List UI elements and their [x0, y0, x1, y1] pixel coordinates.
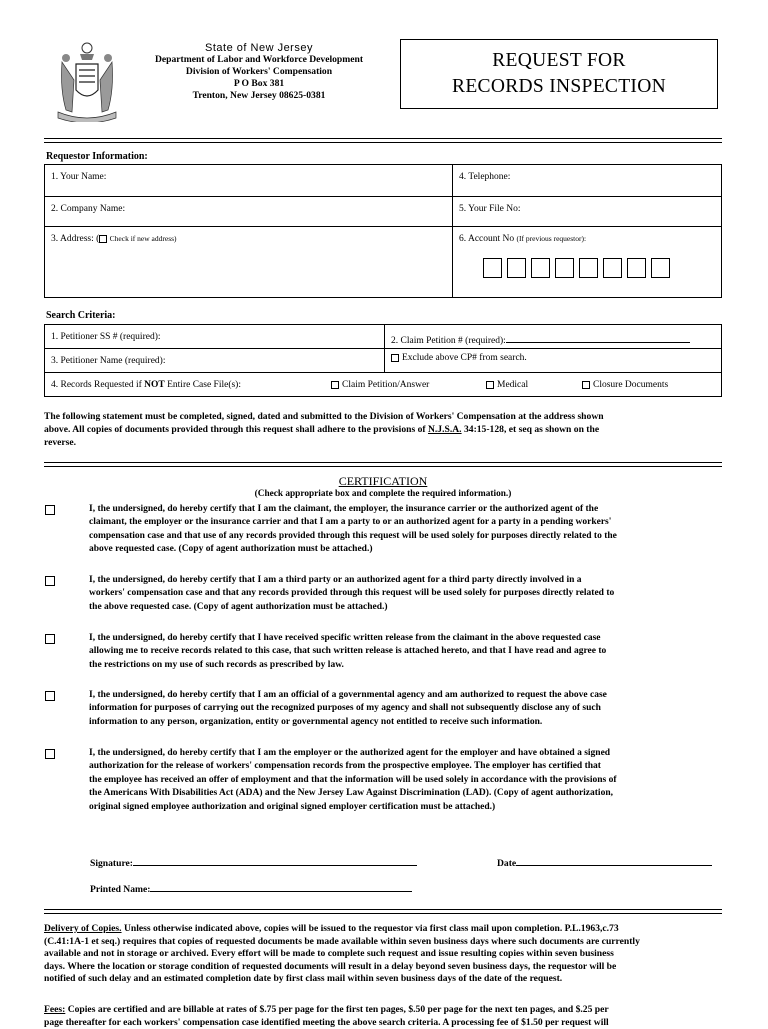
certification-text-line: the Americans With Disabilities Act (ADA) and the New Jersey Law Against Discrimination (LAD). (Copy of agent authorization,: [89, 788, 613, 799]
closure-checkbox[interactable]: [582, 381, 590, 389]
account-digit-box[interactable]: [627, 258, 646, 278]
certification-checkbox[interactable]: [45, 691, 55, 701]
city-line: Trenton, New Jersey 08625-0381: [192, 90, 326, 101]
delivery-paragraph: Delivery of Copies. Unless otherwise indicated above, copies will be issued to the requestor via first class mail upon completion. P.L.1963,c.73 (C.41:1A-1 et seq.) requires that copies of requested documents be made available within seven business days where such documents are currently available and not in storage or archived. Every effort will be made to complete such request and issue resulting copies within seven business days. Where the location or storage condition of requested documents will result in a delay beyond seven business days, the requestor will be notified of such delay and an estimated completion date by first class mail within seven business days of the date of the request.: [44, 923, 640, 984]
certification-text-line: authorization for the release of workers' compensation records from the prospective employee. The employer has certified that: [89, 761, 601, 772]
account-digit-box[interactable]: [531, 258, 550, 278]
claim-petition-checkbox[interactable]: [331, 381, 339, 389]
medical-checkbox[interactable]: [486, 381, 494, 389]
statement-paragraph: The following statement must be completed, signed, dated and submitted to the Division of Workers' Compensation at the address shown above. All copies of documents provided through this request shall adhere to the provisions of N.J.S.A. 34:15-128, et seq as shown on the reverse.: [44, 411, 604, 448]
file-no-field[interactable]: 5. Your File No:: [453, 197, 722, 227]
certification-text-line: compensation case and that use of any records provided through this request will be used solely for purposes directly related to the: [89, 530, 617, 541]
certification-text-line: the employee has received an offer of employment and that the information will be used solely in accordance with the provisions of: [89, 774, 617, 785]
certification-text-line: the above requested case. (Copy of agent authorization must be attached.): [89, 601, 388, 612]
footer-divider: [44, 909, 722, 914]
search-section-label: Search Criteria:: [46, 310, 116, 321]
company-name-field[interactable]: 2. Company Name:: [45, 197, 453, 227]
exclude-cp-option[interactable]: Exclude above CP# from search.: [385, 349, 722, 373]
certification-text: [89, 503, 765, 557]
title-line-2: RECORDS INSPECTION: [452, 76, 666, 97]
state-name: State of New Jersey: [205, 42, 313, 54]
petitioner-name-field[interactable]: 3. Petitioner Name (required):: [45, 349, 385, 373]
po-box: P O Box 381: [233, 78, 285, 89]
petitioner-ss-field[interactable]: 1. Petitioner SS # (required):: [45, 325, 385, 349]
certification-checkbox[interactable]: [45, 505, 55, 515]
certification-divider: [44, 462, 722, 467]
certification-checkbox[interactable]: [45, 749, 55, 759]
certification-text: [89, 689, 765, 729]
address-field[interactable]: 3. Address: ( Check if new address): [45, 227, 453, 298]
account-digit-box[interactable]: [507, 258, 526, 278]
certification-text-line: workers' compensation case and that any records provided through this request will be used solely for purposes directly related to: [89, 588, 615, 599]
account-digit-box[interactable]: [579, 258, 598, 278]
exclude-checkbox[interactable]: [391, 354, 399, 362]
account-number-boxes[interactable]: [483, 258, 721, 278]
new-address-checkbox[interactable]: [99, 235, 107, 243]
requestor-table: [44, 164, 722, 298]
account-digit-box[interactable]: [555, 258, 574, 278]
state-seal-icon: [52, 40, 122, 122]
signature-underline: [133, 855, 417, 866]
certification-checkbox[interactable]: [45, 634, 55, 644]
fees-paragraph: Fees: Copies are certified and are billable at rates of $.75 per page for the first ten pages, $.50 per page for the next ten pages, and $.25 per page thereafter for each workers' compensation case identified meeting the above search criteria. A processing fee of $1.50 per request will: [44, 1004, 609, 1028]
certification-subtitle: (Check appropriate box and complete the required information.): [254, 489, 512, 499]
certification-text-line: the restrictions on my use of such records as prescribed by law.: [89, 659, 344, 670]
date-line[interactable]: Date: [497, 855, 712, 869]
claim-petition-line: [506, 332, 690, 343]
account-digit-box[interactable]: [651, 258, 670, 278]
division-name: Division of Workers' Compensation: [185, 66, 333, 77]
claim-petition-field[interactable]: 2. Claim Petition # (required):: [385, 325, 722, 349]
certification-text: [89, 574, 765, 614]
certification-text-line: I, the undersigned, do hereby certify that I am the employer or the authorized agent for the employer and have obtained a signed: [89, 748, 611, 758]
your-name-field[interactable]: 1. Your Name:: [45, 165, 453, 197]
certification-title: CERTIFICATION: [338, 474, 428, 488]
certification-text-line: above requested case. (Copy of agent authorization must be attached.): [89, 544, 373, 555]
account-digit-box[interactable]: [483, 258, 502, 278]
certification-text-line: original signed employee authorization and original signed employer certification must be attached.): [89, 801, 496, 812]
certification-text-line: information to any person, organization, entity or governmental agency not entitled to receive such information.: [89, 716, 543, 727]
certification-checkbox[interactable]: [45, 576, 55, 586]
option-claim-petition[interactable]: Claim Petition/Answer: [331, 380, 429, 390]
certification-text-line: I, the undersigned, do hereby certify that I am a third party or an authorized agent for a third party directly involved in a: [89, 575, 582, 585]
certification-text-line: information for purposes of carrying out the recognized purposes of my agency and shall not subsequently disclose any of such: [89, 703, 601, 714]
certification-text: [89, 747, 765, 814]
account-digit-box[interactable]: [603, 258, 622, 278]
department-name: Department of Labor and Workforce Development: [154, 54, 364, 65]
records-requested-row: 4. Records Requested if NOT Entire Case File(s): Claim Petition/Answer Medical Closure Documents: [45, 373, 722, 397]
certification-text-line: allowing me to receive records related to this case, that such written release is attached hereto, and that I have read and agree to: [89, 646, 607, 657]
signature-line[interactable]: Signature:: [90, 855, 417, 869]
option-medical[interactable]: Medical: [486, 380, 528, 390]
search-table: [44, 324, 722, 397]
certification-text-line: I, the undersigned, do hereby certify that I am the claimant, the employer, the insurance carrier or the authorized agent of the: [89, 504, 599, 514]
telephone-field[interactable]: 4. Telephone:: [453, 165, 722, 197]
certification-text-line: I, the undersigned, do hereby certify that I am an official of a governmental agency and am authorized to request the above case: [89, 690, 607, 700]
agency-block: [128, 42, 390, 102]
certification-text-line: I, the undersigned, do hereby certify that I have received specific written release from the claimant in the above requested case: [89, 633, 601, 643]
printed-name-underline: [150, 881, 412, 892]
account-no-field[interactable]: 6. Account No (If previous requestor):: [453, 227, 722, 298]
certification-text-line: claimant, the employer or the insurance carrier and that I am a party to or an authorized agent for a party in a pending workers': [89, 517, 612, 528]
header-divider: [44, 138, 722, 143]
option-closure[interactable]: Closure Documents: [582, 380, 668, 390]
form-title: [400, 39, 718, 109]
certification-text: [89, 632, 765, 672]
date-underline: [516, 855, 712, 866]
requestor-section-label: Requestor Information:: [46, 151, 148, 162]
title-line-1: REQUEST FOR: [492, 50, 626, 71]
printed-name-line[interactable]: Printed Name:: [90, 881, 412, 895]
